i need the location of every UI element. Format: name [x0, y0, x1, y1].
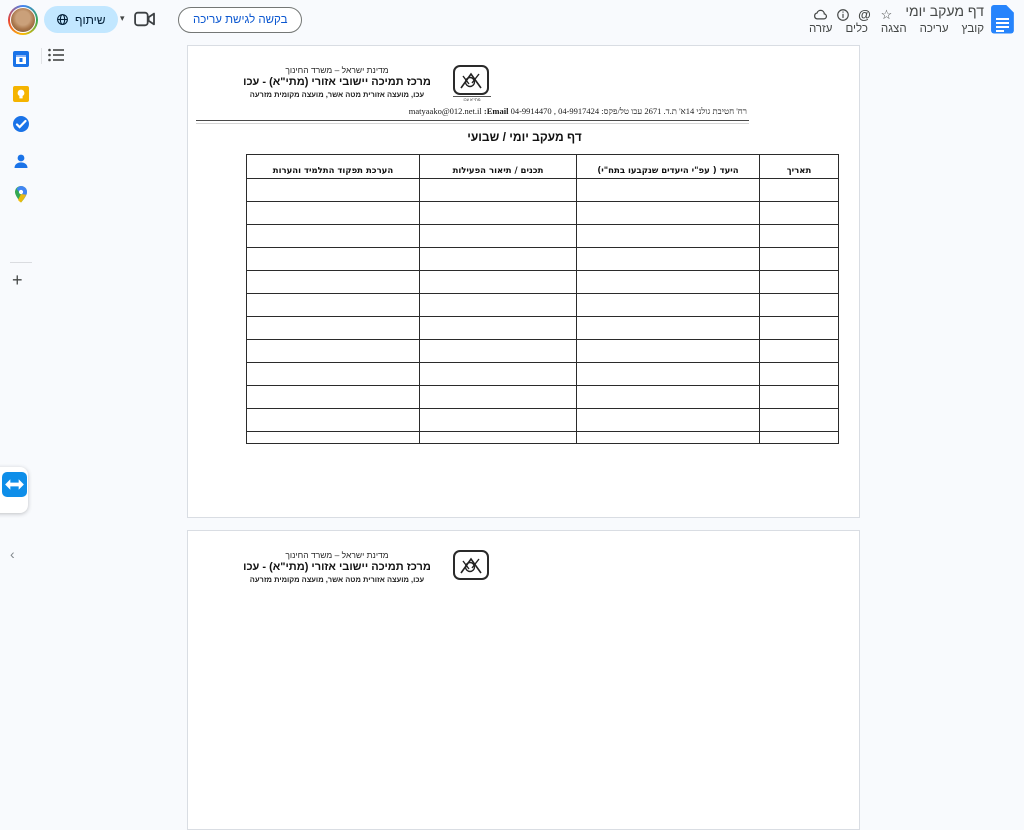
cell: [577, 271, 760, 294]
cell: [247, 294, 420, 317]
org-line-2: מרכז תמיכה יישובי אזורי (מתי"א) - עכו: [243, 76, 431, 88]
cell: [760, 409, 839, 432]
star-icon[interactable]: ☆: [880, 6, 893, 22]
document-outline-icon[interactable]: [48, 48, 64, 62]
table-row: [247, 363, 839, 386]
cell: [247, 317, 420, 340]
cell: [577, 340, 760, 363]
cell: [247, 363, 420, 386]
cell: [247, 179, 420, 202]
cell: [420, 294, 577, 317]
contact-address: רח' חטיבת גולני 14א' ת.ד. 2671 עכו טל/פקס: 04-9917424 , 04-9914470: [510, 106, 747, 116]
menu-tools[interactable]: כלים: [845, 23, 868, 35]
cell: [420, 386, 577, 409]
cell: [420, 179, 577, 202]
org-logo: [453, 65, 491, 102]
cell: [760, 202, 839, 225]
document-page-1: [187, 45, 860, 518]
cell: [760, 386, 839, 409]
cell: [577, 225, 760, 248]
org-logo: [453, 550, 491, 584]
table-row: [247, 317, 839, 340]
cell: [247, 386, 420, 409]
cell: [247, 271, 420, 294]
cell: [420, 271, 577, 294]
cell: [577, 248, 760, 271]
cell: [760, 340, 839, 363]
letterhead-text: [224, 550, 450, 584]
letterhead: [224, 550, 491, 584]
contact-line: [409, 106, 747, 116]
meet-dropdown-caret-icon[interactable]: ▾: [120, 13, 125, 23]
google-keep-icon[interactable]: [12, 85, 30, 103]
cell: [420, 225, 577, 248]
cell: [247, 432, 420, 444]
topbar: [0, 0, 1024, 40]
cell: [247, 340, 420, 363]
cell: [247, 225, 420, 248]
cell: [577, 202, 760, 225]
table-row: [247, 179, 839, 202]
table-row: [247, 294, 839, 317]
menu-view[interactable]: הצגה: [880, 23, 907, 35]
teamviewer-icon[interactable]: [2, 472, 27, 497]
letterhead-text: [224, 65, 450, 102]
cell: [577, 294, 760, 317]
tracking-table: [246, 154, 839, 444]
cell: [577, 317, 760, 340]
meet-video-call-icon[interactable]: [134, 10, 156, 28]
menubar: [807, 22, 986, 36]
cell: [577, 363, 760, 386]
cell: [420, 340, 577, 363]
request-edit-access-button[interactable]: בקשה לגישת עריכה: [178, 7, 302, 33]
table-row: [247, 409, 839, 432]
menu-help[interactable]: עזרה: [808, 23, 833, 35]
cell: [247, 248, 420, 271]
document-status-info-icon[interactable]: [835, 7, 850, 22]
cell: [760, 363, 839, 386]
google-maps-icon[interactable]: [12, 185, 30, 203]
contact-email-label: Email:: [483, 106, 509, 116]
cell: [760, 432, 839, 444]
org-line-1: מדינת ישראל – משרד החינוך: [285, 550, 389, 560]
table-row: [247, 248, 839, 271]
letterhead-rule: [196, 120, 749, 121]
menu-file[interactable]: קובץ: [961, 23, 984, 35]
document-page-2: [187, 530, 860, 830]
get-addons-plus-icon[interactable]: +: [12, 270, 23, 290]
cell: [247, 409, 420, 432]
title-action-icons: [813, 7, 894, 22]
table-row: [247, 225, 839, 248]
org-line-2: מרכז תמיכה יישובי אזורי (מתי"א) - עכו: [243, 561, 431, 573]
cell: [420, 363, 577, 386]
google-contacts-icon[interactable]: [12, 152, 30, 170]
table-row: [247, 386, 839, 409]
comment-history-icon[interactable]: @: [858, 7, 871, 22]
cell: [760, 225, 839, 248]
col-header-goal: היעד ( עפ"י היעדים שנקבעו בתח"י): [577, 155, 760, 179]
panel-separator: [41, 48, 42, 64]
avatar-photo: [10, 7, 36, 33]
table-row: [247, 271, 839, 294]
collapse-panel-chevron-icon[interactable]: ‹: [10, 546, 15, 562]
cell: [760, 294, 839, 317]
share-label: שיתוף: [75, 12, 106, 27]
cell: [577, 409, 760, 432]
org-logo-caption: מתי"א עכו: [453, 96, 491, 102]
cell: [760, 248, 839, 271]
org-line-3: עכו, מועצה אזורית מטה אשר, מועצה מקומית מזרעה: [249, 90, 425, 99]
cell: [247, 202, 420, 225]
table-row: [247, 340, 839, 363]
contact-email: matyaako@012.net.il: [408, 106, 482, 116]
letterhead: [224, 65, 491, 102]
cell: [577, 386, 760, 409]
cell: [420, 432, 577, 444]
side-panel-divider: [10, 262, 32, 263]
table-header-row: [247, 155, 839, 179]
cell: [760, 271, 839, 294]
cell: [577, 432, 760, 444]
document-title[interactable]: דף מעקב יומי: [905, 3, 984, 19]
cell: [420, 317, 577, 340]
menu-edit[interactable]: עריכה: [919, 23, 949, 35]
page-title: דף מעקב יומי / שבועי: [467, 130, 582, 144]
cell: [420, 248, 577, 271]
drive-saved-cloud-icon[interactable]: [813, 7, 828, 22]
org-line-3: עכו, מועצה אזורית מטה אשר, מועצה מקומית מזרעה: [249, 575, 425, 584]
org-logo-stamp-icon: [453, 65, 489, 95]
view-only-globe-icon: [56, 13, 69, 26]
google-calendar-icon[interactable]: [12, 50, 30, 68]
account-avatar[interactable]: [8, 5, 38, 35]
cell: [577, 179, 760, 202]
table-row-short: [247, 432, 839, 444]
cell: [420, 202, 577, 225]
col-header-evaluation: הערכת תפקוד התלמיד והערות: [247, 155, 420, 179]
share-button[interactable]: [44, 6, 118, 33]
google-docs-logo-icon[interactable]: [991, 5, 1014, 35]
col-header-date: תאריך: [760, 155, 839, 179]
col-header-contents: תכנים / תיאור הפעילות: [420, 155, 577, 179]
cell: [760, 317, 839, 340]
cell: [420, 409, 577, 432]
cell: [760, 179, 839, 202]
google-tasks-icon[interactable]: [12, 115, 30, 133]
letterhead-rule-shadow: [196, 123, 749, 124]
table-row: [247, 202, 839, 225]
org-line-1: מדינת ישראל – משרד החינוך: [285, 65, 389, 75]
